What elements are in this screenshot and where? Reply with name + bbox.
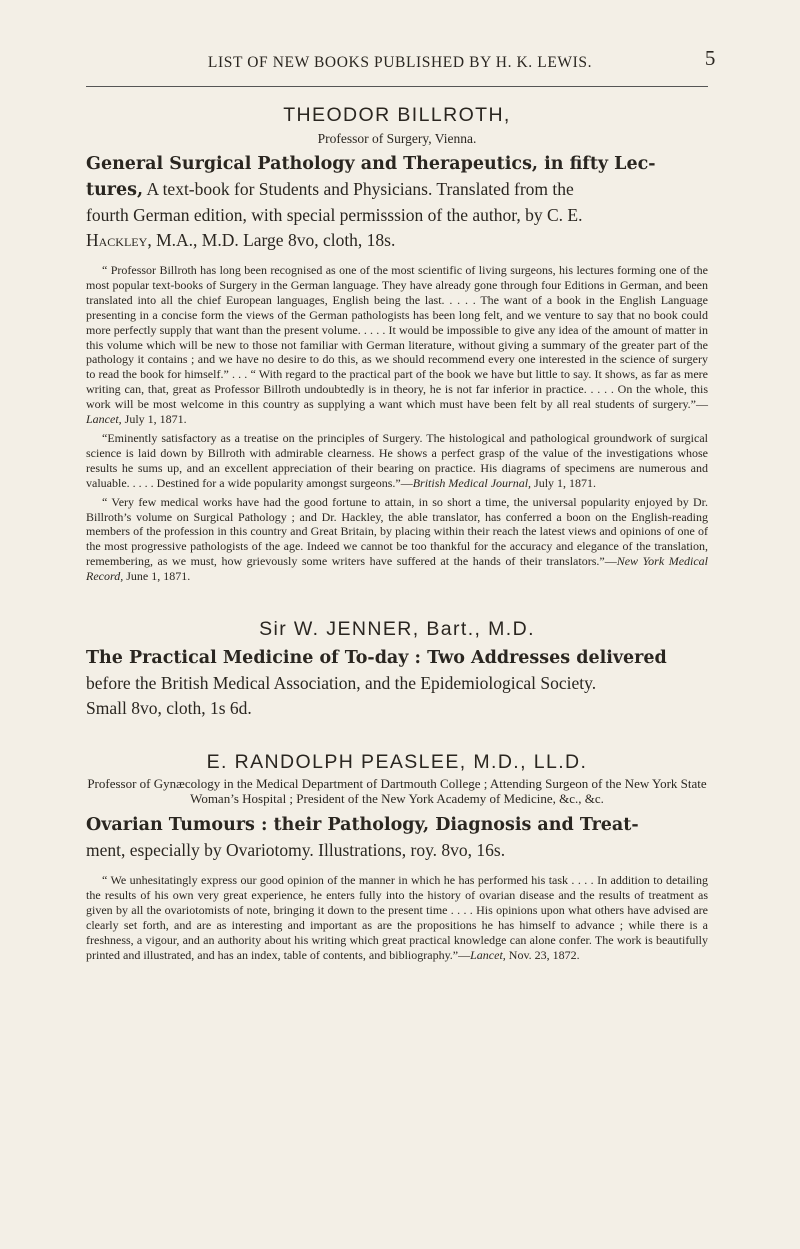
content — [86, 104, 708, 962]
book-description-line-2: before the British Medical Association, and the Epidemiological Society. — [86, 673, 597, 694]
book-title-bold: General Surgical Pathology and Therapeutics, in fifty Lec- — [86, 154, 656, 174]
book-description — [86, 177, 708, 203]
review-source: Lancet, — [470, 947, 506, 962]
entry-billroth — [86, 104, 708, 584]
review-text: “Eminently satisfactory as a treatise on the principles of Surgery. The histological and pathological groundwork of surgical science is laid down by Billroth with admirable clearness. He shows a perfect grasp of the value of the investigations whose results he sums up, and an excellent appreciation of their bearing on practice. His diagrams of specimens are numerous and valuable. . . . . Destined for a wide popularity amongst surgeons.”— — [86, 430, 708, 490]
review-quote — [86, 431, 708, 491]
review-text: “ Professor Billroth has long been recognised as one of the most scientific of living surgeons, his lectures forming one of the most popular text-books of Surgery in the German language. They have already gone through four Editions in German, and been translated into all the chief European languages, English being the last. . . . . The want of a book in the English Language presenting in a concise form the views of the German pathologists has been long felt, and we venture to say that no book could more perfectly supply that want than the present volume. . . . . It would be impossible to give any idea of the amount of matter in this volume which will be new to those not familiar with German literature, without giving a summary of the greater part of the pathology it contains ; and we have no desire to do this, as we should recommend every one interested in the science of surgery to read the book for himself.” . . . “ With regard to the practical part of the book we have but little to say. It shows, as far as mere writing can, that, great as Professor Billroth undoubtedly is in theory, he is not far inferior in practice. . . . . On the whole, this work will be most welcome in this country as supplying a want which must have been felt by all real students of surgery.”— — [86, 263, 708, 412]
book-title-bold: Ovarian Tumours : their Pathology, Diagnosis and Treat- — [86, 815, 639, 836]
review-date: Nov. 23, 1872. — [505, 947, 580, 962]
running-title: LIST OF NEW BOOKS PUBLISHED BY H. K. LEWIS. — [207, 54, 593, 71]
book-title-bold: The Practical Medicine of To-day : Two Addresses delivered — [86, 648, 667, 669]
review-date: July 1, 1871. — [531, 475, 597, 490]
review-quote — [86, 495, 708, 584]
review-source: Lancet, — [86, 412, 122, 427]
review-source: New York Medical Record, — [86, 554, 709, 584]
author-name: THEODOR BILLROTH, — [283, 104, 511, 126]
book-title-bold-cont: tures, — [86, 180, 144, 200]
review-text: “ We unhesitatingly express our good opinion of the manner in which he has performed his task . . . . In addition to detailing the results of his own very great experience, he enters fully into the history of ovarian disease and the results of treatment as given by all the ovariotomists of note, bringing it down to the present time . . . . His opinions upon what others have advised are clearly set forth, and are as interesting and important as are the propositions he has himself to advance ; while there is a freshness, a vigour, and an authority about his writing which great practical knowledge can alone confer. The work is beautifully printed and illustrated, and has an index, table of contents, and bibliography.”— — [86, 873, 708, 962]
book-description-line-2: A text-book for Students and Physicians. Translated from the — [143, 179, 574, 199]
book-title — [86, 151, 708, 177]
entry-peaslee — [86, 751, 708, 962]
book-description-line-2: ment, especially by Ovariotomy. Illustrations, roy. 8vo, 16s. — [86, 840, 506, 861]
review-source: British Medical Journal, — [412, 475, 532, 490]
book-title — [86, 812, 708, 838]
review-text: “ Very few medical works have had the good fortune to attain, in so short a time, the universal popularity enjoyed by Dr. Billroth’s volume on Surgical Pathology ; and Dr. Hackley, the able translator, has conferred a boon on the English-reading members of the profession in this country and Great Britain, by placing within their reach the latest views and opinions of one of the most progressive pathologists of the age. Indeed we cannot be too thankful for the accuracy and elegance of the translation, remembering, as we must, how grievously some writers have suffered at the hands of their translators.”— — [86, 494, 708, 569]
translator-name: Hackley — [86, 230, 148, 250]
review-date: July 1, 1871. — [121, 412, 187, 427]
header-rule — [86, 86, 708, 87]
author-affiliation: Professor of Gynæcology in the Medical Department of Dartmouth College ; Attending Surgeon of the New York State Woman’s Hospital ; President of the New York Academy of Medicine, &c., &c. — [87, 776, 707, 807]
author-name: Sir W. JENNER, Bart., M.D. — [259, 618, 535, 641]
review-date: June 1, 1871. — [123, 569, 191, 584]
book-format-price: , M.A., M.D. Large 8vo, cloth, 18s. — [147, 230, 396, 250]
book-format-price: Small 8vo, cloth, 1s 6d. — [86, 698, 252, 719]
book-description-line-3: fourth German edition, with special permisssion of the author, by C. E. — [86, 205, 583, 225]
review-quote — [86, 263, 708, 427]
book-description-line-4 — [86, 228, 708, 253]
author-affiliation: Professor of Surgery, Vienna. — [317, 131, 477, 146]
book-title — [86, 645, 708, 671]
page-number: 5 — [704, 46, 716, 70]
review-quote — [86, 873, 708, 962]
author-name: E. RANDOLPH PEASLEE, M.D., LL.D. — [206, 751, 588, 774]
entry-jenner — [86, 618, 708, 721]
